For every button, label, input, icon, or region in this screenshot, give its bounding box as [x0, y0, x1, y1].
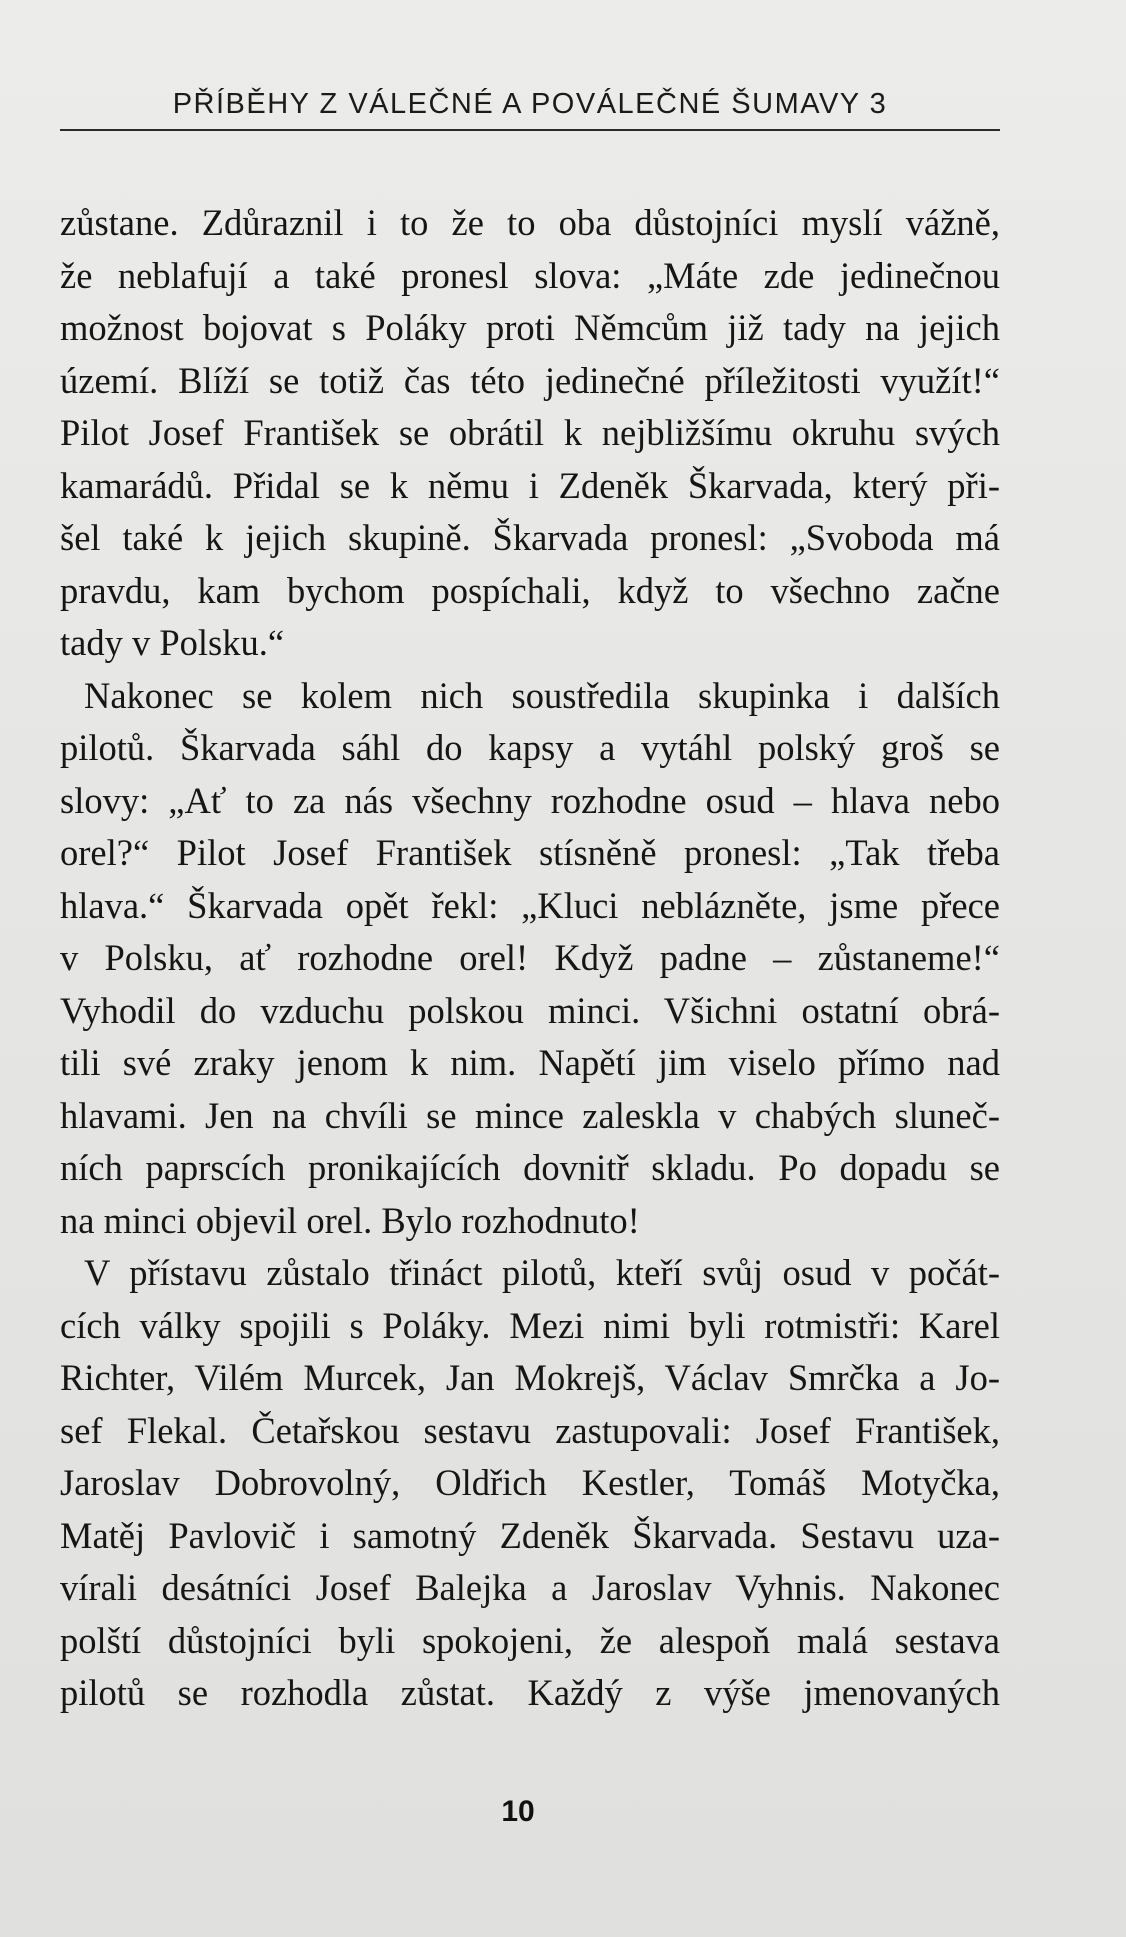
- text-line: hlava.“ Škarvada opět řekl: „Kluci neblázněte, jsme přece: [60, 884, 1000, 926]
- text-line: cích války spojili s Poláky. Mezi nimi byli rotmistři: Karel: [60, 1304, 1000, 1346]
- page-number: 10: [501, 1795, 535, 1828]
- text-line: orel?“ Pilot Josef František stísněně pronesl: „Tak třeba: [60, 832, 1000, 873]
- text-line: že neblafují a také pronesl slova: „Máte zde jedinečnou: [60, 254, 1000, 296]
- text-line: sef Flekal. Četařskou sestavu zastupovali: Josef František,: [60, 1409, 1000, 1451]
- text-line: Jaroslav Dobrovolný, Oldřich Kestler, Tomáš Motyčka,: [60, 1462, 1000, 1503]
- text-line: Richter, Vilém Murcek, Jan Mokrejš, Václav Smrčka a Jo-: [60, 1357, 1000, 1398]
- text-line: pravdu, kam bychom pospíchali, když to všechno začne: [60, 569, 1000, 611]
- text-line: polští důstojníci byli spokojeni, že alespoň malá sestava: [60, 1619, 1000, 1661]
- text-line: šel také k jejich skupině. Škarvada pronesl: „Svoboda má: [60, 517, 1000, 558]
- text-line: území. Blíží se totiž čas této jedinečné příležitosti využít!“: [60, 359, 1000, 401]
- header-rule: [60, 129, 1000, 131]
- text-line: V přístavu zůstalo třináct pilotů, kteří svůj osud v počát-: [84, 1252, 1000, 1293]
- text-line: tady v Polsku.“: [60, 622, 285, 663]
- text-line: v Polsku, ať rozhodne orel! Když padne – zůstaneme!“: [60, 937, 1000, 978]
- text-line: na minci objevil orel. Bylo rozhodnuto!: [60, 1199, 640, 1241]
- text-line: zůstane. Zdůraznil i to že to oba důstojníci myslí vážně,: [60, 202, 1000, 243]
- text-line: pilotů se rozhodla zůstat. Každý z výše jmenovaných: [60, 1672, 1000, 1713]
- text-line: Vyhodil do vzduchu polskou minci. Všichni ostatní obrá-: [60, 989, 1000, 1031]
- text-line: Pilot Josef František se obrátil k nejbližšímu okruhu svých: [60, 412, 1000, 453]
- body-text: [60, 197, 1000, 1720]
- text-line: ních paprscích pronikajících dovnitř skladu. Po dopadu se: [60, 1147, 1000, 1188]
- text-line: Matěj Pavlovič i samotný Zdeněk Škarvada. Sestavu uza-: [60, 1514, 1000, 1556]
- text-line: vírali desátníci Josef Balejka a Jaroslav Vyhnis. Nakonec: [60, 1567, 1000, 1608]
- text-line: hlavami. Jen na chvíli se mince zaleskla v chabých sluneč-: [60, 1094, 1000, 1136]
- text-line: Nakonec se kolem nich soustředila skupinka i dalších: [84, 674, 1000, 716]
- text-line: tili své zraky jenom k nim. Napětí jim viselo přímo nad: [60, 1042, 1000, 1083]
- text-line: možnost bojovat s Poláky proti Němcům již tady na jejich: [60, 307, 1000, 348]
- text-line: pilotů. Škarvada sáhl do kapsy a vytáhl polský groš se: [60, 727, 1000, 768]
- text-line: slovy: „Ať to za nás všechny rozhodne osud – hlava nebo: [60, 779, 1000, 821]
- text-line: kamarádů. Přidal se k němu i Zdeněk Škarvada, který při-: [60, 464, 1000, 506]
- running-header: PŘÍBĚHY Z VÁLEČNÉ A POVÁLEČNÉ ŠUMAVY 3: [172, 88, 888, 120]
